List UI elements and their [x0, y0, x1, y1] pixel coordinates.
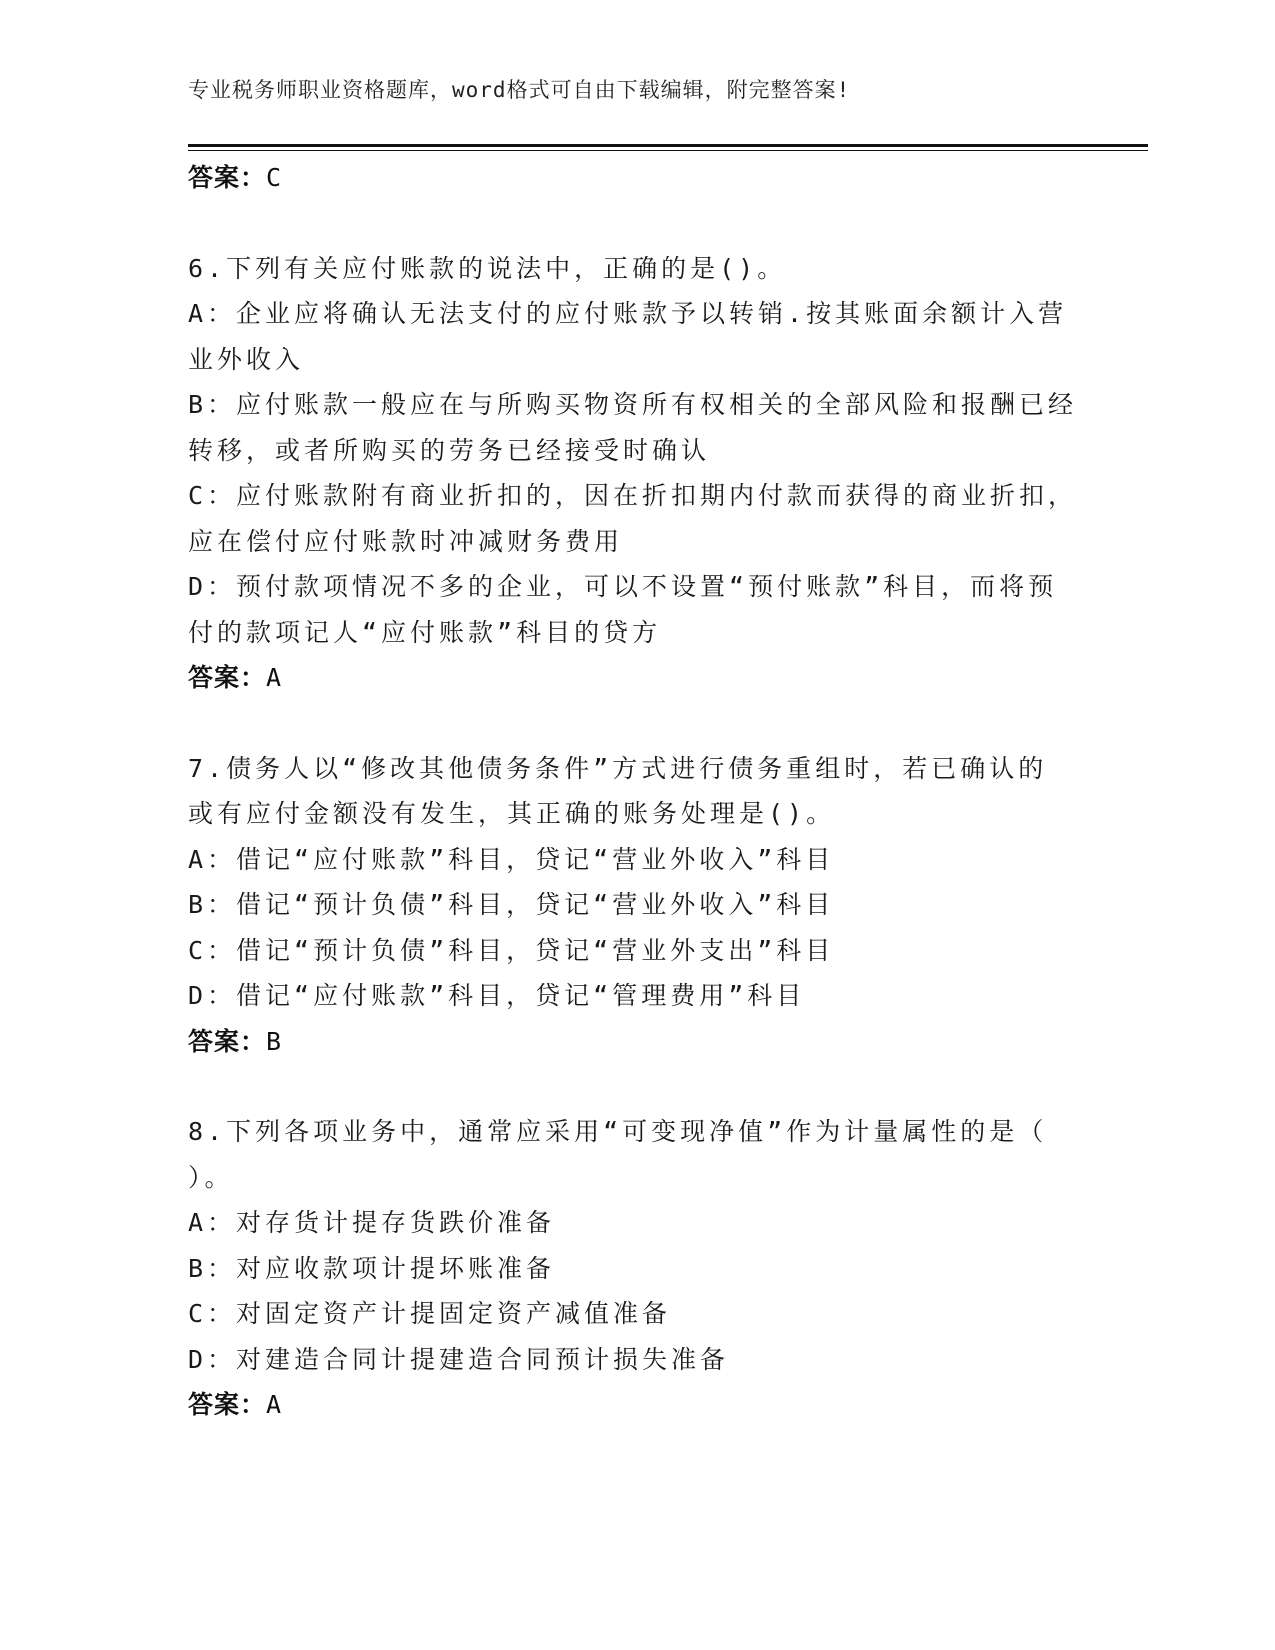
option-b-cont: 转移，或者所购买的劳务已经接受时确认: [188, 435, 711, 465]
answer-line: [188, 1019, 1068, 1065]
answer-value: C: [266, 163, 283, 192]
answer-line: [188, 155, 1068, 201]
answer-value: B: [266, 1026, 283, 1056]
option-c-cont: 应在偿付应付账款时冲减财务费用: [188, 526, 624, 556]
spacer: [188, 201, 1068, 246]
answer-label: 答案：: [188, 1026, 267, 1056]
question-block: [188, 1109, 1068, 1428]
question-block: [188, 246, 1078, 701]
spacer: [188, 1064, 1068, 1109]
answer-label: 答案：: [188, 663, 267, 692]
option-d: D：对建造合同计提建造合同预计损失准备: [188, 1344, 730, 1374]
answer-line: [188, 1382, 1068, 1428]
option-a: A：企业应将确认无法支付的应付账款予以转销.按其账面余额计入营: [188, 299, 1068, 328]
question-stem: 6.下列有关应付账款的说法中，正确的是()。: [188, 253, 787, 283]
question-stem: 8.下列各项业务中，通常应采用“可变现净值”作为计量属性的是（: [188, 1117, 1048, 1146]
question-block: [188, 746, 1068, 1065]
option-a: A：对存货计提存货跌价准备: [188, 1208, 556, 1237]
question-stem-cont: 或有应付金额没有发生，其正确的账务处理是()。: [188, 799, 836, 828]
page-header: 专业税务师职业资格题库，word格式可自由下载编辑，附完整答案!: [188, 78, 851, 102]
option-c: C：应付账款附有商业折扣的，因在折扣期内付款而获得的商业折扣，: [188, 481, 1078, 510]
option-a: A：借记“应付账款”科目，贷记“营业外收入”科目: [188, 844, 835, 874]
answer-label: 答案：: [188, 163, 267, 192]
option-b: B：应付账款一般应在与所购买物资所有权相关的全部风险和报酬已经: [188, 390, 1078, 419]
option-d: D：借记“应付账款”科目，贷记“管理费用”科目: [188, 981, 806, 1010]
option-c: C：对固定资产计提固定资产减值准备: [188, 1299, 672, 1328]
answer-value: A: [266, 1390, 283, 1419]
answer-label: 答案：: [188, 1390, 267, 1419]
header-rule: [188, 144, 1148, 147]
answer-line: [188, 655, 1068, 701]
question-stem-cont: ）。: [188, 1162, 234, 1192]
option-c: C：借记“预计负债”科目，贷记“营业外支出”科目: [188, 935, 835, 965]
spacer: [188, 701, 1068, 746]
header-rule-thin: [188, 150, 1148, 151]
option-b: B：对应收款项计提坏账准备: [188, 1253, 556, 1283]
question-content: [188, 155, 1078, 1428]
option-d-cont: 付的款项记人“应付账款”科目的贷方: [188, 617, 662, 647]
option-d: D：预付款项情况不多的企业，可以不设置“预付账款”科目，而将预: [188, 572, 1058, 601]
question-stem: 7.债务人以“修改其他债务条件”方式进行债务重组时，若已确认的: [188, 753, 1048, 783]
option-b: B：借记“预计负债”科目，贷记“营业外收入”科目: [188, 890, 835, 919]
answer-value: A: [266, 663, 283, 692]
option-a-cont: 业外收入: [188, 344, 305, 374]
